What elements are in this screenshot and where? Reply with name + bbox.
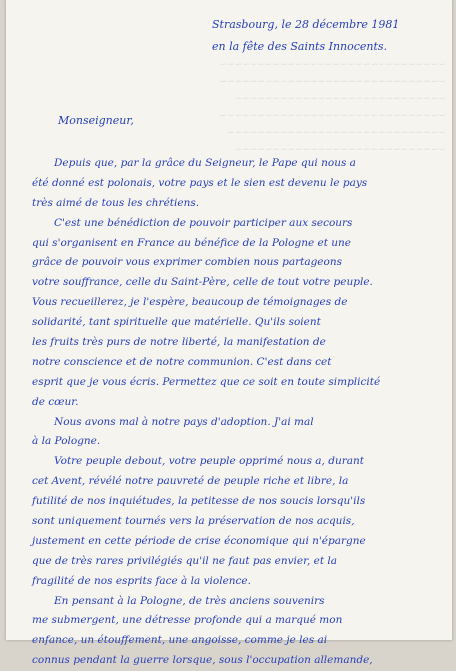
body-line: Nous avons mal à notre pays d'adoption. J'ai mal — [54, 415, 314, 428]
body-line: de cœur. — [32, 395, 79, 408]
place-date: Strasbourg, le 28 décembre 1981 — [212, 18, 400, 31]
body-line: enfance, un étouffement, une angoisse, comme je les ai — [32, 634, 328, 647]
body-line: En pensant à la Pologne, de très anciens souvenirs — [54, 594, 325, 607]
body-line: que de très rares privilégiés qu'il ne faut pas envier, et la — [32, 554, 338, 567]
occasion-line: en la fête des Saints Innocents. — [212, 40, 388, 53]
body-line: les fruits très purs de notre liberté, la manifestation de — [32, 336, 326, 349]
salutation: Monseigneur, — [58, 114, 134, 127]
body-line: me submergent, une détresse profonde qui a marqué mon — [32, 614, 343, 627]
body-line: esprit que je vous écris. Permettez que ce soit en toute simplicité — [32, 375, 381, 388]
body-line: été donné est polonais, votre pays et le sien est devenu le pays — [32, 176, 368, 189]
body-line: Votre peuple debout, votre peuple opprimé nous a, durant — [54, 455, 364, 468]
body-line: qui s'organisent en France au bénéfice de la Pologne et une — [32, 236, 352, 249]
body-line: votre souffrance, celle du Saint-Père, celle de tout votre peuple. — [32, 276, 373, 289]
body-line: futilité de nos inquiétudes, la petitesse de nos soucis lorsqu'ils — [32, 495, 366, 508]
body-line: très aimé de tous les chrétiens. — [32, 196, 200, 209]
show-through-text: ~~~~~~~~~~~~~~~~~~~~~~~~~~~~~~ ~~~~~~~~~~~~~~~~~~~~~~~~~~~~~~ ~~~~~~~~~~~~~~~~~~~~~~~~~~~~ ~~~~~~~~~~~~~~~~~~~~~~~~~~~~~~ ~~~~~~~~~~~~~~~~~~~~~~~~~~~~~ ~~~~~~~~~~~~~~~~~~~~~~~~~~~~ — [219, 60, 446, 155]
letter-body — [32, 154, 380, 671]
body-line: C'est une bénédiction de pouvoir participer aux secours — [54, 216, 353, 229]
body-line: fragilité de nos esprits face à la violence. — [32, 574, 251, 587]
body-line: Depuis que, par la grâce du Seigneur, le Pape qui nous a — [54, 157, 356, 169]
letter-header — [212, 14, 399, 58]
body-line: cet Avent, révélé notre pauvreté de peuple riche et libre, la — [32, 475, 349, 488]
body-line: justement en cette période de crise économique qui n'épargne — [32, 534, 366, 547]
body-line: grâce de pouvoir vous exprimer combien nous partageons — [32, 256, 342, 269]
body-line: Vous recueillerez, je l'espère, beaucoup de témoignages de — [32, 296, 348, 309]
body-line: à la Pologne. — [32, 435, 101, 448]
body-line: sont uniquement tournés vers la préservation de nos acquis, — [32, 515, 355, 528]
body-line: connus pendant la guerre lorsque, sous l'occupation allemande, — [32, 654, 373, 667]
body-line: notre conscience et de notre communion. C'est dans cet — [32, 355, 332, 368]
letter-page — [6, 0, 452, 667]
body-line: solidarité, tant spirituelle que matérielle. Qu'ils soient — [32, 316, 321, 329]
